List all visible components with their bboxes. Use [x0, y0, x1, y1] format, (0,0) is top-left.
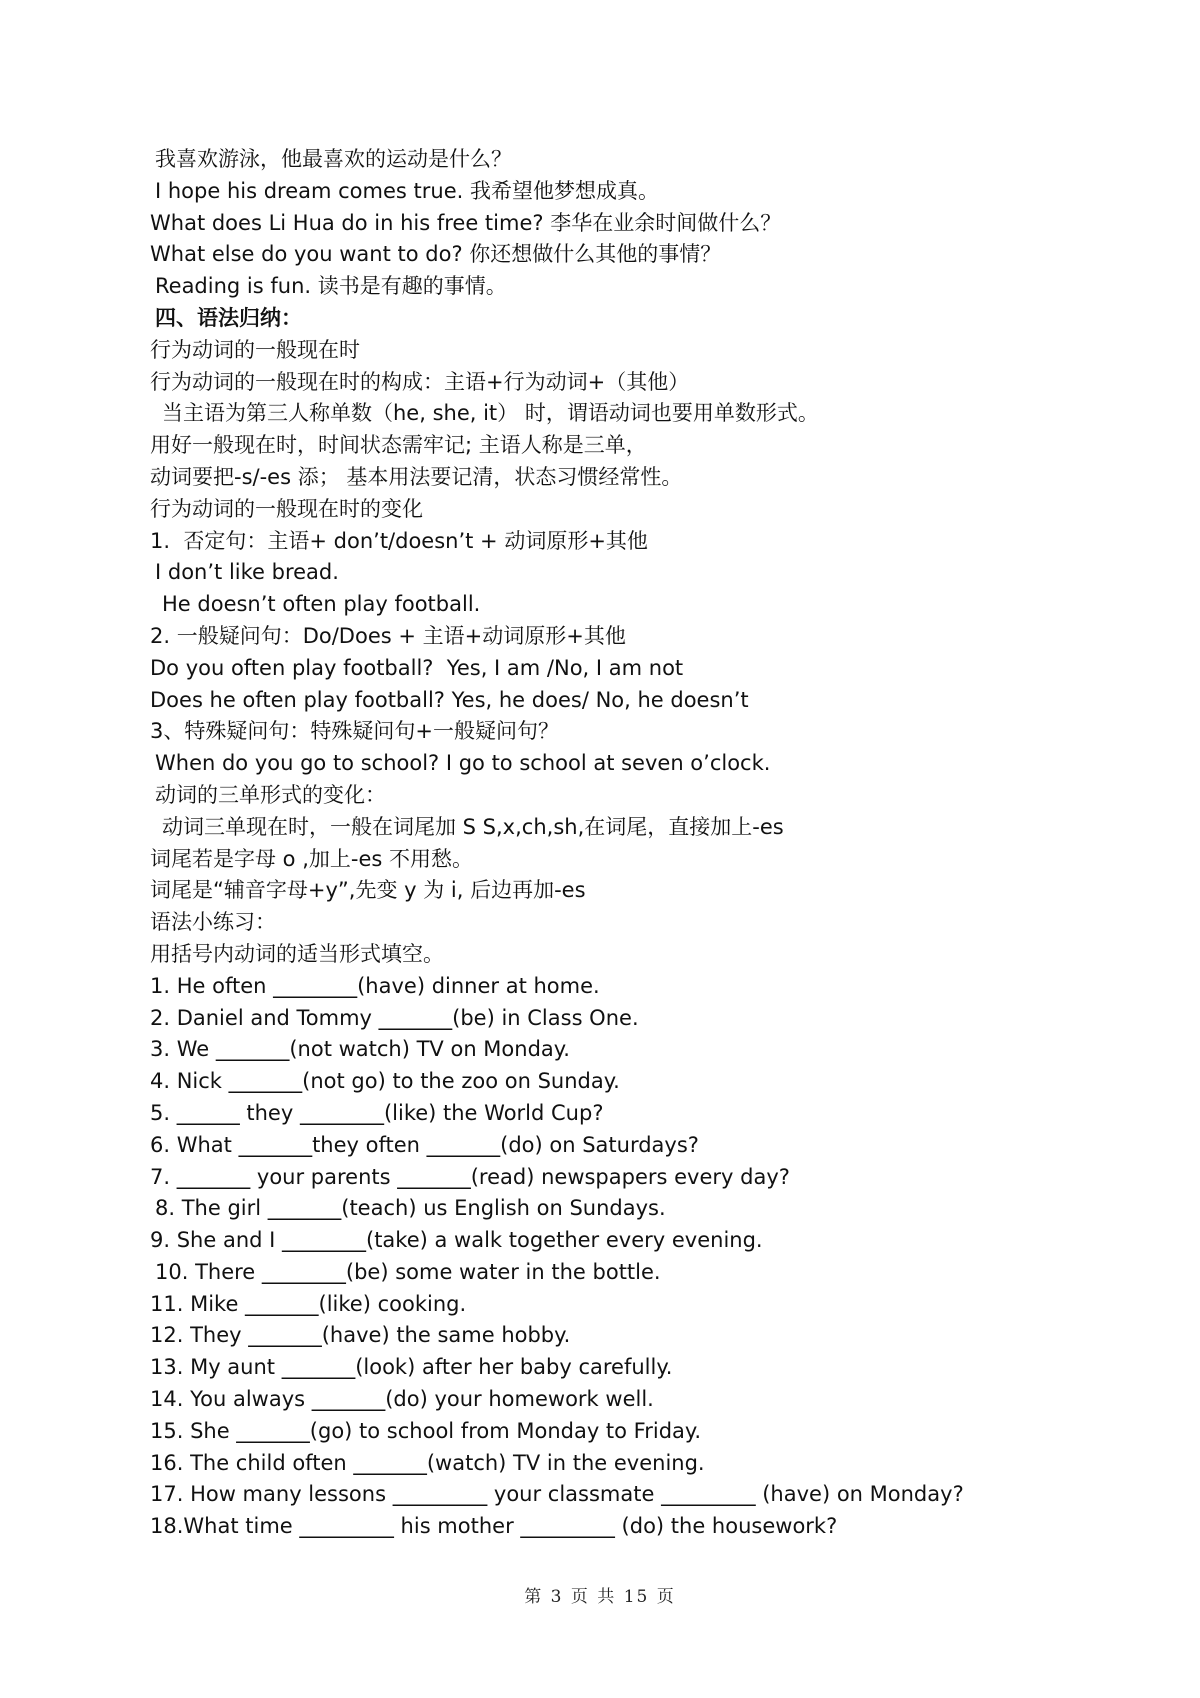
exercise-item: 6. What _______they often _______(do) on Saturdays?	[150, 1132, 699, 1157]
text-line: 行为动词的一般现在时的变化	[150, 496, 423, 521]
text-line: 行为动词的一般现在时的构成：主语+行为动词+（其他）	[150, 369, 690, 394]
text-line: 词尾若是字母 o ,加上-es 不用愁。	[150, 846, 473, 871]
exercise-item: 9. She and I ________(take) a walk together every evening.	[150, 1228, 763, 1253]
text-line: 行为动词的一般现在时	[150, 337, 360, 362]
exercise-item: 7. _______ your parents _______(read) newspapers every day?	[150, 1164, 790, 1189]
text-line: 3、特殊疑问句：特殊疑问句+一般疑问句？	[150, 719, 559, 744]
exercise-item: 15. She _______(go) to school from Monday to Friday.	[150, 1418, 702, 1443]
example-sentence: I don’t like bread.	[155, 560, 339, 585]
exercise-item: 11. Mike _______(like) cooking.	[150, 1291, 467, 1316]
exercise-item: 17. How many lessons _________ your classmate _________ (have) on Monday?	[150, 1482, 964, 1507]
example-sentence: He doesn’t often play football.	[162, 592, 481, 617]
text-line: 当主语为第三人称单数（he, she, it） 时，谓语动词也要用单数形式。	[162, 401, 819, 426]
text-line: 2. 一般疑问句：Do/Does + 主语+动词原形+其他	[150, 623, 626, 648]
exercise-item: 5. ______ they ________(like) the World Cup?	[150, 1100, 604, 1125]
document-body	[150, 144, 1050, 1543]
exercise-item: 18.What time _________ his mother _________ (do) the housework?	[150, 1514, 838, 1539]
exercise-item: 12. They _______(have) the same hobby.	[150, 1323, 571, 1348]
text-line: 1. 否定句：主语+ don’t/doesn’t + 动词原形+其他	[150, 528, 648, 553]
text-line: What else do you want to do? 你还想做什么其他的事情？	[150, 242, 722, 267]
text-line: 动词要把-s/-es 添； 基本用法要记清，状态习惯经常性。	[150, 464, 683, 489]
example-sentence: Does he often play football? Yes, he does/ No, he doesn’t	[150, 687, 749, 712]
exercise-item: 14. You always _______(do) your homework well.	[150, 1387, 654, 1412]
text-line: 动词的三单形式的变化：	[155, 782, 386, 807]
example-sentence: Do you often play football? Yes, I am /No, I am not	[150, 655, 684, 680]
exercise-item: 2. Daniel and Tommy _______(be) in Class One.	[150, 1005, 639, 1030]
exercise-item: 4. Nick _______(not go) to the zoo on Sunday.	[150, 1069, 620, 1094]
text-line: 词尾是“辅音字母+y”,先变 y 为 i, 后边再加-es	[150, 878, 586, 903]
text-line: 动词三单现在时，一般在词尾加 S S,x,ch,sh,在词尾，直接加上-es	[162, 814, 784, 839]
page-number-footer: 第 3 页 共 15 页	[524, 1587, 676, 1607]
exercise-item: 13. My aunt _______(look) after her baby carefully.	[150, 1355, 673, 1380]
text-line: I hope his dream comes true. 我希望他梦想成真。	[155, 178, 659, 203]
exercise-item: 3. We _______(not watch) TV on Monday.	[150, 1037, 570, 1062]
exercise-instruction: 用括号内动词的适当形式填空。	[150, 941, 444, 966]
exercise-item: 16. The child often _______(watch) TV in the evening.	[150, 1450, 705, 1475]
exercise-item: 8. The girl _______(teach) us English on Sundays.	[155, 1196, 666, 1221]
text-line: What does Li Hua do in his free time? 李华在业余时间做什么？	[150, 210, 782, 235]
exercise-item: 1. He often ________(have) dinner at home.	[150, 973, 600, 998]
example-sentence: When do you go to school? I go to school at seven o’clock.	[155, 751, 771, 776]
text-line: Reading is fun. 读书是有趣的事情。	[155, 274, 507, 299]
text-line: 我喜欢游泳，他最喜欢的运动是什么？	[155, 147, 512, 171]
exercise-item: 10. There ________(be) some water in the bottle.	[155, 1259, 661, 1284]
section-heading: 四、语法归纳：	[155, 305, 302, 330]
text-line: 用好一般现在时，时间状态需牢记; 主语人称是三单，	[150, 433, 647, 458]
text-line: 语法小练习：	[150, 910, 276, 935]
